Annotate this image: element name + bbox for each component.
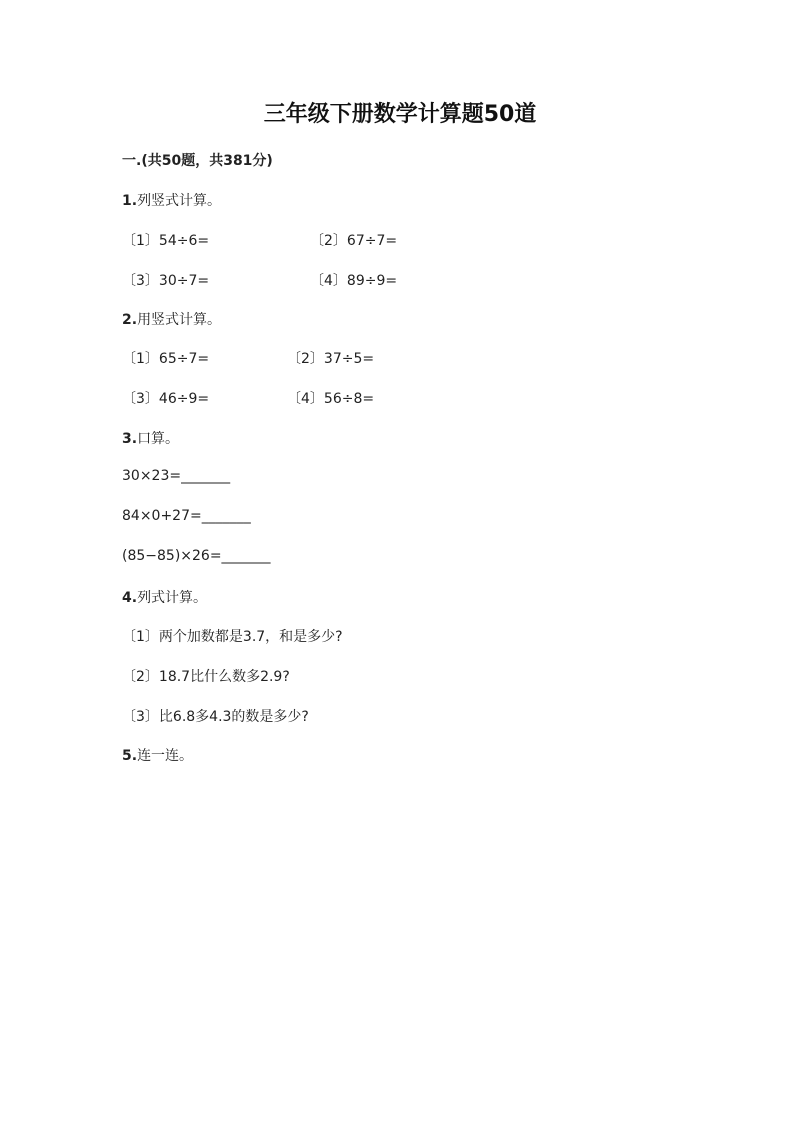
question-number: 5. [122,748,138,764]
problem-item: 〔1〕54÷6= [122,233,210,249]
question-4 [122,587,207,607]
problem-item: 〔1〕65÷7= [122,351,210,367]
problem-line: (85−85)×26=_______ [122,548,271,564]
problem-item: 〔2〕37÷5= [287,351,375,367]
question-text: 口算。 [137,431,180,447]
question-number: 1. [122,193,138,209]
question-2 [122,309,221,329]
problem-line: 〔3〕比6.8多4.3的数是多少? [122,709,309,725]
problem-line: 〔1〕两个加数都是3.7，和是多少? [122,629,343,645]
question-3 [122,428,179,448]
problem-item: 〔4〕56÷8= [287,391,375,407]
problem-line: 30×23=_______ [122,468,231,484]
problem-line: 84×0+27=_______ [122,508,251,524]
problem-item: 〔3〕30÷7= [122,273,210,289]
question-number: 4. [122,590,138,606]
question-text: 连一连。 [137,748,194,764]
section-header: 一.(共50题，共381分) [122,153,273,169]
problem-line: 〔2〕18.7比什么数多2.9? [122,669,290,685]
problem-item: 〔2〕67÷7= [310,233,398,249]
problem-item: 〔3〕46÷9= [122,391,210,407]
question-number: 3. [122,431,138,447]
question-text: 列式计算。 [137,590,208,606]
question-number: 2. [122,312,138,328]
question-text: 用竖式计算。 [137,312,222,328]
page-title: 三年级下册数学计算题50道 [263,102,537,127]
question-5 [122,745,193,765]
question-text: 列竖式计算。 [137,193,222,209]
question-1 [122,190,221,210]
problem-item: 〔4〕89÷9= [310,273,398,289]
